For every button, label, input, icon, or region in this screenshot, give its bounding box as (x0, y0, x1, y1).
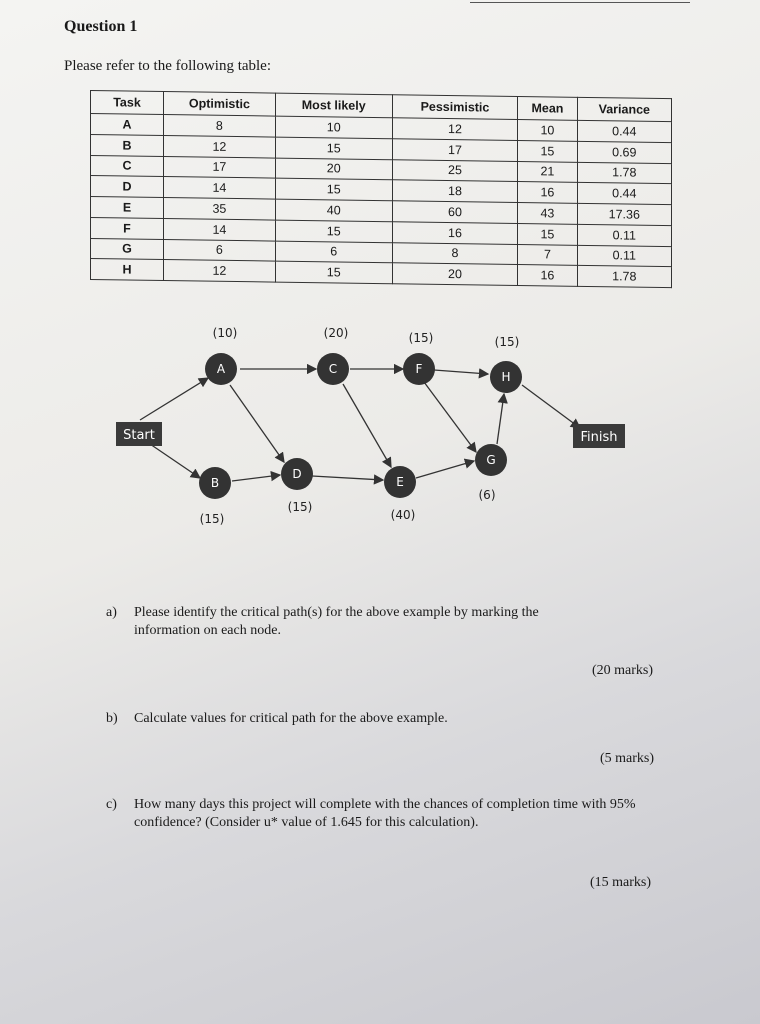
finish-label: Finish (580, 430, 618, 445)
task-cell: F (91, 217, 164, 239)
value-cell: 12 (164, 260, 276, 282)
value-cell: 14 (164, 177, 276, 199)
value-cell: 0.44 (577, 183, 671, 205)
value-cell: 0.44 (577, 120, 671, 142)
question-c-text: How many days this project will complete with the chances of completion time with 95% confidence? (Consider u* value of 1.645 for this calculation). (134, 797, 636, 830)
value-cell: 6 (275, 241, 392, 263)
value-cell: 16 (518, 182, 577, 204)
value-cell: 6 (164, 239, 276, 261)
header-mean: Mean (518, 96, 577, 120)
node-a-label: A (216, 362, 226, 376)
task-cell: H (91, 259, 164, 281)
node-e (384, 466, 416, 522)
node-g-duration: (6) (478, 488, 496, 502)
pert-table (90, 90, 672, 288)
value-cell: 14 (164, 218, 276, 240)
edge-f-g (424, 382, 476, 452)
value-cell: 0.11 (577, 224, 671, 246)
node-c-duration: (20) (323, 326, 349, 340)
node-e-label: E (396, 475, 404, 489)
value-cell: 15 (275, 137, 392, 159)
node-h-label: H (501, 370, 511, 384)
node-d (281, 458, 313, 514)
node-f-label: F (415, 362, 423, 376)
node-a (205, 326, 237, 385)
value-cell: 10 (275, 116, 392, 138)
edge-e-g (416, 461, 474, 478)
value-cell: 8 (392, 242, 518, 265)
intro-text: Please refer to the following table: (64, 58, 272, 74)
task-cell: D (91, 176, 164, 198)
value-cell: 20 (392, 263, 518, 286)
value-cell: 15 (275, 178, 392, 200)
value-cell: 40 (275, 199, 392, 221)
question-b (108, 710, 628, 728)
node-b-label: B (210, 476, 220, 490)
value-cell: 7 (518, 244, 577, 266)
node-c (317, 326, 349, 385)
value-cell: 12 (392, 118, 518, 141)
node-f (403, 331, 435, 385)
question-a-marks: (20 marks) (592, 663, 654, 678)
finish-node (573, 424, 625, 448)
node-g (475, 444, 507, 502)
question-a-text: Please identify the critical path(s) for the above example by marking the information on each node. (134, 605, 539, 638)
edge-a-d (230, 385, 284, 462)
task-cell: E (91, 197, 164, 219)
value-cell: 15 (275, 220, 392, 242)
edge-h-finish (522, 385, 580, 428)
start-node (116, 422, 162, 446)
top-rule (470, 2, 690, 3)
edge-c-e (343, 384, 391, 467)
node-c-label: C (328, 362, 338, 376)
edge-g-h (497, 394, 504, 444)
task-cell: G (91, 238, 164, 260)
node-d-label: D (292, 467, 302, 481)
value-cell: 12 (164, 135, 276, 157)
value-cell: 0.11 (577, 245, 671, 267)
value-cell: 0.69 (577, 141, 671, 163)
header-pessimistic: Pessimistic (392, 95, 518, 120)
value-cell: 15 (275, 261, 392, 283)
header-most-likely: Most likely (275, 93, 392, 118)
question-b-letter: b) (106, 711, 118, 726)
question-c-letter: c) (106, 797, 117, 812)
value-cell: 15 (518, 223, 577, 245)
value-cell: 35 (164, 198, 276, 220)
node-h-duration: (15) (494, 335, 520, 349)
value-cell: 25 (392, 159, 518, 182)
node-b (199, 467, 231, 526)
task-cell: C (91, 155, 164, 177)
header-variance: Variance (577, 97, 671, 121)
value-cell: 17.36 (577, 203, 671, 225)
node-f-duration: (15) (408, 331, 434, 345)
node-e-duration: (40) (390, 508, 416, 522)
start-label: Start (123, 428, 155, 443)
node-h (490, 335, 522, 393)
network-diagram (0, 310, 760, 550)
value-cell: 1.78 (577, 162, 671, 184)
question-c-marks: (15 marks) (590, 875, 652, 890)
value-cell: 16 (518, 265, 577, 287)
task-cell: A (91, 114, 164, 136)
value-cell: 8 (164, 115, 276, 137)
node-a-duration: (10) (212, 326, 238, 340)
value-cell: 16 (392, 221, 518, 244)
node-g-label: G (486, 453, 496, 467)
question-b-marks: (5 marks) (600, 751, 655, 766)
value-cell: 15 (518, 140, 577, 162)
question-a-letter: a) (106, 605, 117, 620)
edge-start-a (140, 378, 208, 420)
value-cell: 17 (164, 156, 276, 178)
value-cell: 1.78 (577, 266, 671, 288)
value-cell: 21 (518, 161, 577, 183)
value-cell: 10 (518, 119, 577, 141)
question-a (108, 604, 608, 640)
value-cell: 18 (392, 180, 518, 203)
node-d-duration: (15) (287, 500, 313, 514)
node-b-duration: (15) (199, 512, 225, 526)
edge-f-h (434, 370, 488, 374)
edge-start-b (150, 444, 200, 478)
header-optimistic: Optimistic (164, 92, 276, 117)
question-title: Question 1 (64, 18, 138, 35)
question-c (108, 796, 668, 832)
edge-b-d (232, 475, 280, 481)
task-cell: B (91, 134, 164, 156)
edge-d-e (312, 476, 383, 480)
value-cell: 17 (392, 138, 518, 161)
question-b-text: Calculate values for critical path for the above example. (134, 711, 448, 726)
value-cell: 43 (518, 202, 577, 224)
header-task: Task (91, 91, 164, 115)
value-cell: 60 (392, 201, 518, 224)
value-cell: 20 (275, 158, 392, 180)
